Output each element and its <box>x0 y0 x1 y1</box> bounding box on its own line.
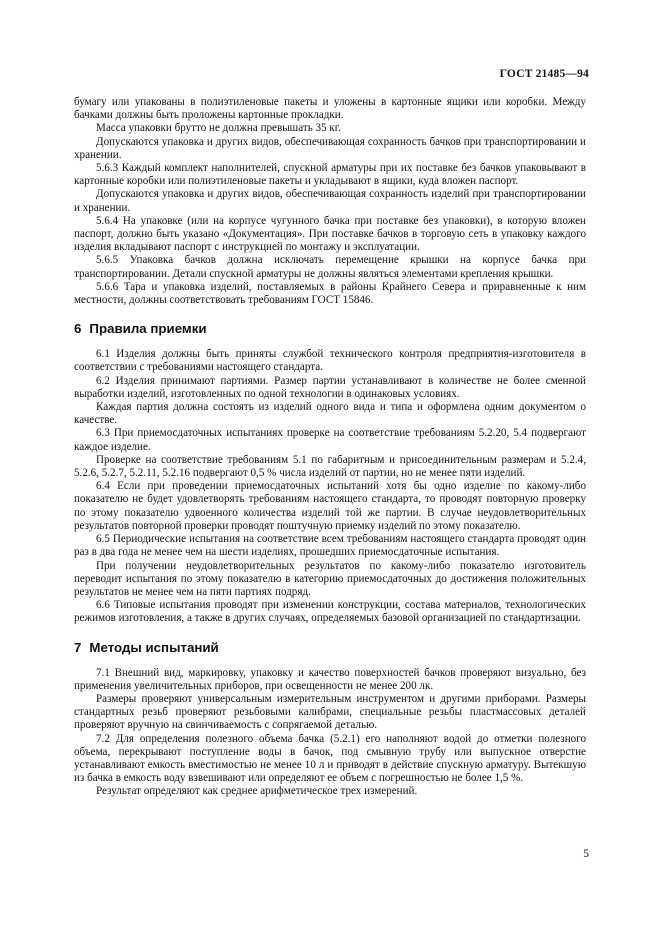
section-heading-7 <box>74 640 586 656</box>
paragraph: 6.2 Изделия принимают партиями. Размер партии устанавливают в количестве не более сменной выработки изделий, изготовленных по одной технологии в одинаковых условиях. <box>74 374 586 400</box>
paragraph: Допускаются упаковка и других видов, обеспечивающая сохранность бачков при транспортировании и хранении. <box>74 135 586 161</box>
paragraph: 6.3 При приемосдаточных испытаниях проверке на соответствие требованиям 5.2.20, 5.4 подвергают каждое изделие. <box>74 427 586 453</box>
page-number: 5 <box>583 848 589 860</box>
paragraph: 5.6.6 Тара и упаковка изделий, поставляемых в районы Крайнего Севера и приравненные к ним местности, должны соответствовать требованиям ГОСТ 15846. <box>74 280 586 307</box>
paragraph: 6.4 Если при проведении приемосдаточных испытаний хотя бы одно изделие по какому-либо показателю не будет удовлетворять требованиям настоящего стандарта, то проводят повторную проверку по этому показателю удвоенного количества изделий той же партии. В случае неудовлетворительных результатов повторной проверки проводят поштучную приемку изделий по этому показателю. <box>74 480 586 532</box>
paragraph: 6.6 Типовые испытания проводят при изменении конструкции, состава материалов, технологических режимов изготовления, а также в других случаях, определяемых базовой организацией по стандартизации. <box>74 599 586 625</box>
paragraph: бумагу или упакованы в полиэтиленовые пакеты и уложены в картонные ящики или коробки. Между бачками должны быть проложены картонные прокладки. <box>74 96 586 122</box>
paragraph: Допускаются упаковка и других видов, обеспечивающая сохранность изделий при транспортировании и хранении. <box>74 188 586 214</box>
document-code: ГОСТ 21485—94 <box>499 68 589 80</box>
paragraph: 5.6.4 На упаковке (или на корпусе чугунного бачка при поставке без упаковки), в которую вложен паспорт, должно быть указано «Документация». При поставке бачков в торговую сеть в упаковку каждого изделия вкладывают паспорт с инструкцией по монтажу и эксплуатации. <box>74 214 586 254</box>
paragraph: 6.5 Периодические испытания на соответствие всем требованиям настоящего стандарта проводят один раз в два года не менее чем на шести изделиях, прошедших приемосдаточные испытания. <box>74 533 586 559</box>
paragraph: 7.2 Для определения полезного объема бачка (5.2.1) его наполняют водой до отметки полезного объема, перекрывают поступление воды в бачок, под смывную трубу или выпускное отверстие устанавливают емкость вместимостью не менее 10 л и приводят в действие спускную арматуру. Вытекшую из бачка в емкость воду взвешивают или определяют ее объем с погрешностью не более 1,5 %. <box>74 732 586 785</box>
paragraph: При получении неудовлетворительных результатов по какому-либо показателю изготовитель переводит испытания по этому показателю в категорию приемосдаточных до достижения положительных результатов не менее чем на пяти партиях подряд. <box>74 559 586 598</box>
paragraph: Каждая партия должна состоять из изделий одного вида и типа и оформлена одним документом о качестве. <box>74 401 586 427</box>
paragraph: Результат определяют как среднее арифметическое трех измерений. <box>96 785 418 798</box>
section-title: Правила приемки <box>89 321 207 337</box>
paragraph: 5.6.5 Упаковка бачков должна исключать перемещение крышки на корпусе бачка при транспортировании. Детали спускной арматуры не должны являться элементами крепления крышки. <box>74 254 586 280</box>
paragraph: 7.1 Внешний вид, маркировку, упаковку и качество поверхностей бачков проверяют визуально, без применения увеличительных приборов, при освещенности не менее 200 лк. <box>74 666 586 692</box>
section-heading-6 <box>74 321 586 337</box>
paragraph: 5.6.3 Каждый комплект наполнителей, спускной арматуры при их поставке без бачков упаковывают в картонные коробки или полиэтиленовые пакеты и укладывают в ящики, куда вложен паспорт. <box>74 162 586 188</box>
document-body <box>74 96 586 799</box>
paragraph: Размеры проверяют универсальным измерительным инструментом и другими приборами. Размеры стандартных резьб проверяют резьбовыми калибрами, специальные резьбы пластмассовых деталей проверяют вручную на свинчиваемость с сопрягаемой деталью. <box>74 692 586 732</box>
section-number: 7 <box>74 639 82 655</box>
paragraph: Проверке на соответствие требованиям 5.1 по габаритным и присоединительным размерам и 5.2.4, 5.2.6, 5.2.7, 5.2.11, 5.2.16 подвергают 0,5 % числа изделий от партии, но не менее пяти изделий. <box>74 453 586 480</box>
paragraph: Масса упаковки брутто не должна превышать 35 кг. <box>96 122 341 135</box>
section-title: Методы испытаний <box>89 639 219 655</box>
section-number: 6 <box>74 321 82 337</box>
paragraph: 6.1 Изделия должны быть приняты службой технического контроля предприятия-изготовителя в соответствии с требованиями настоящего стандарта. <box>74 348 586 374</box>
